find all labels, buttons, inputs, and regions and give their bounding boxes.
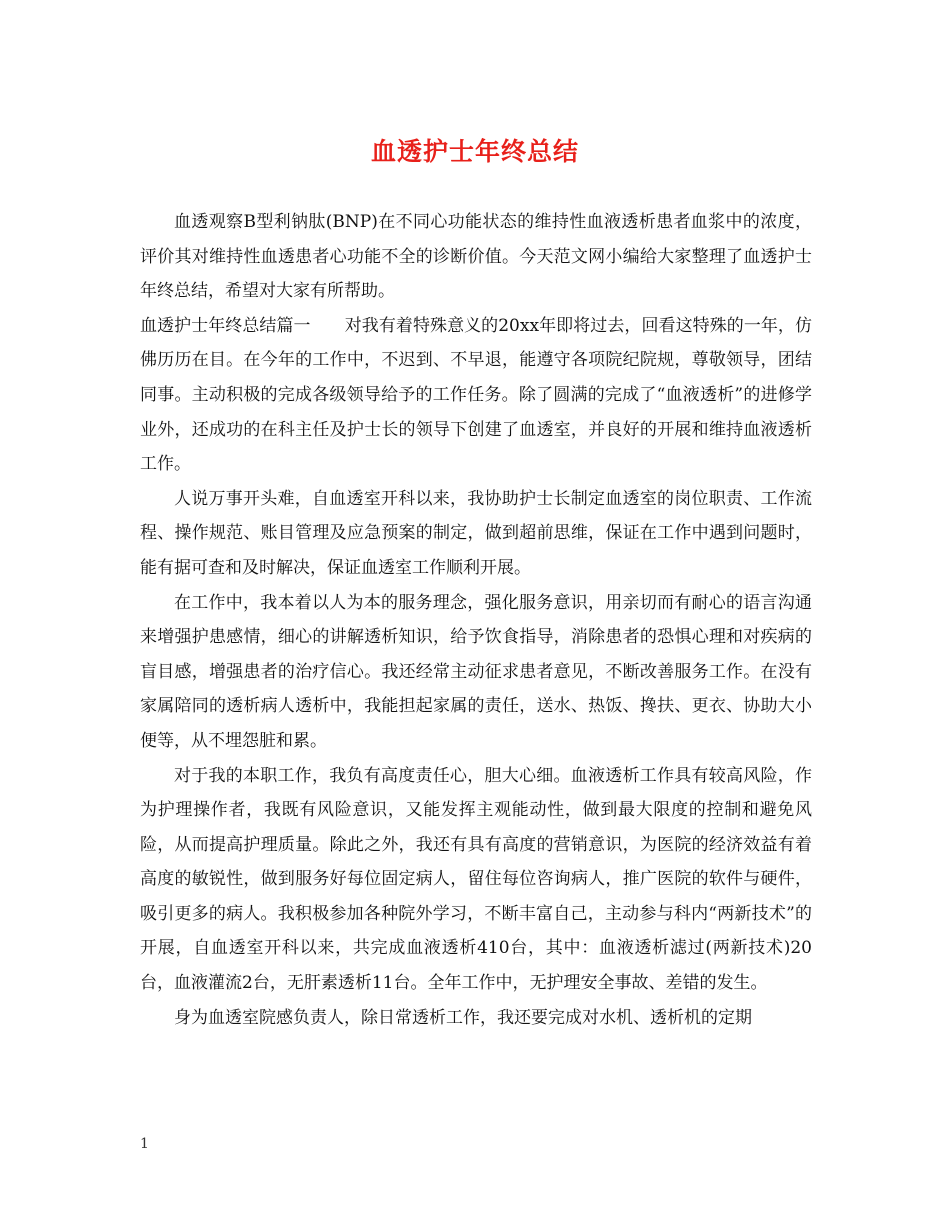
page-number: 1 <box>140 1136 149 1152</box>
paragraph-responsibility: 对于我的本职工作，我负有高度责任心，胆大心细。血液透析工作具有较高风险，作为护理操作者，我既有风险意识，又能发挥主观能动性，做到最大限度的控制和避免风险，从而提高护理质量。除此之外，我还有具有高度的营销意识，为医院的经济效益有着高度的敏锐性，做到服务好每位固定病人，留住每位咨询病人，推广医院的软件与硬件，吸引更多的病人。我积极参加各种院外学习，不断丰富自己，主动参与科内“两新技术”的开展，自血透室开科以来，共完成血液透析410台，其中：血液透析滤过(两新技术)20台，血液灌流2台，无肝素透析11台。全年工作中，无护理安全事故、差错的发生。 <box>140 765 812 994</box>
paragraph-section-one: 血透护士年终总结篇一 对我有着特殊意义的20xx年即将过去，回看这特殊的一年，仿佛历历在目。在今年的工作中，不迟到、不早退，能遵守各项院纪院规，尊敬领导，团结同事。主动积极的完成各级领导给予的工作任务。除了圆满的完成了“血液透析”的进修学业外，还成功的在科主任及护士长的领导下创建了血透室，并良好的开展和维持血液透析工作。 <box>140 315 812 475</box>
paragraph-intro: 血透观察B型利钠肽(BNP)在不同心功能状态的维持性血液透析患者血浆中的浓度，评价其对维持性血透患者心功能不全的诊断价值。今天范文网小编给大家整理了血透护士年终总结，希望对大家有所帮助。 <box>140 212 812 302</box>
document-body <box>140 205 812 1035</box>
document-title: 血透护士年终总结 <box>370 137 579 166</box>
paragraph-infection-control: 身为血透室院感负责人，除日常透析工作，我还要完成对水机、透析机的定期 <box>174 1007 752 1028</box>
paragraph-service: 在工作中，我本着以人为本的服务理念，强化服务意识，用亲切而有耐心的语言沟通来增强护患感情，细心的讲解透析知识，给予饮食指导，消除患者的恐惧心理和对疾病的盲目感，增强患者的治疗信心。我还经常主动征求患者意见，不断改善服务工作。在没有家属陪同的透析病人透析中，我能担起家属的责任，送水、热饭、搀扶、更衣、协助大小便等，从不埋怨脏和累。 <box>140 592 812 751</box>
paragraph-startup: 人说万事开头难，自血透室开科以来，我协助护士长制定血透室的岗位职责、工作流程、操作规范、账目管理及应急预案的制定，做到超前思维，保证在工作中遇到问题时，能有据可查和及时解决，保证血透室工作顺利开展。 <box>140 488 812 578</box>
